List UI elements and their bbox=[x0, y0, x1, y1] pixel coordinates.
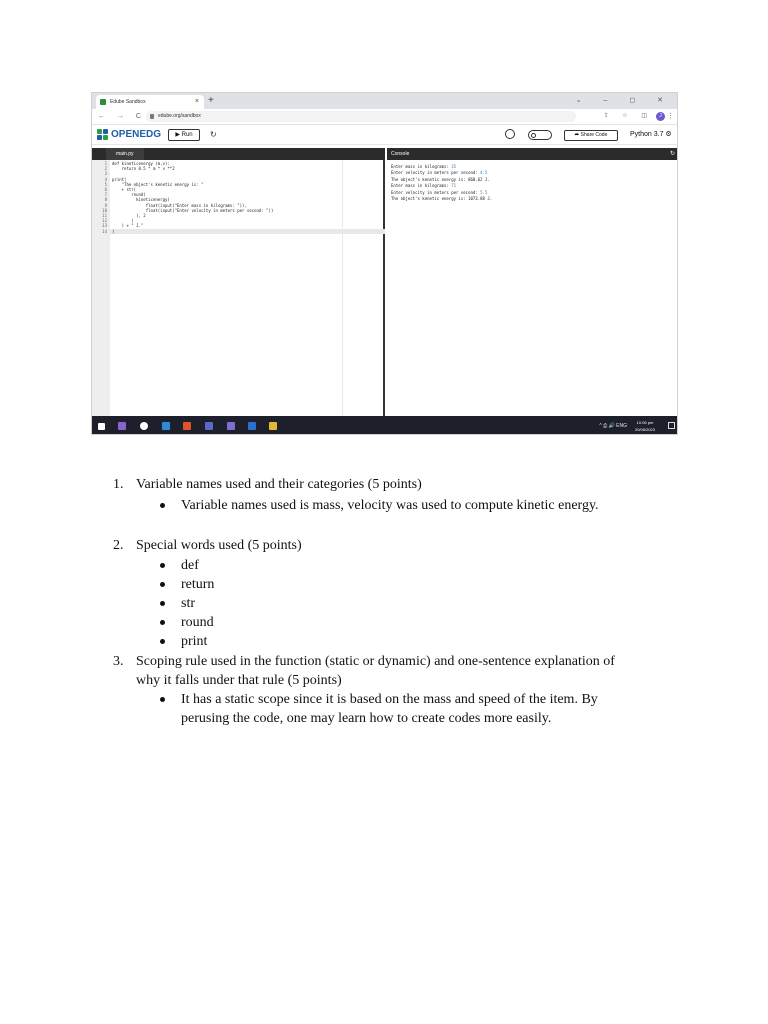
browser-menu-icon[interactable]: ⋮ bbox=[667, 113, 674, 120]
console-prompt: The object's kenetic energy is: 1073.88 J. bbox=[391, 196, 493, 201]
line-number: 9 bbox=[104, 202, 107, 208]
visual-studio-icon[interactable] bbox=[118, 422, 126, 430]
line-number: 8 bbox=[104, 197, 107, 203]
code-line: kineticenergy( bbox=[112, 197, 170, 203]
close-tab-icon[interactable]: × bbox=[194, 98, 199, 105]
line-number-gutter bbox=[92, 160, 110, 416]
console-input-value: 5.5 bbox=[480, 189, 488, 195]
browser-tab-strip bbox=[92, 93, 678, 109]
navigation-buttons[interactable]: ← → C bbox=[98, 113, 146, 120]
favicon-icon bbox=[100, 99, 106, 105]
line-number: 6 bbox=[104, 187, 107, 192]
brave-icon[interactable] bbox=[183, 422, 191, 430]
notification-icon[interactable] bbox=[668, 422, 675, 429]
app-header bbox=[92, 125, 678, 145]
run-button[interactable]: ▶ Run bbox=[168, 129, 200, 141]
console-prompt: The object's kenetic energy is: 860.62 J. bbox=[391, 176, 490, 182]
new-tab-button[interactable]: + bbox=[208, 95, 214, 106]
console-line bbox=[391, 170, 487, 175]
console-line bbox=[391, 164, 456, 169]
console-line bbox=[391, 183, 456, 188]
question-number: 1. bbox=[113, 477, 124, 492]
answer-bullet-continued: perusing the code, one may learn how to create codes more easily. bbox=[181, 711, 552, 726]
bullet-icon bbox=[160, 582, 165, 587]
taskbar-clock[interactable] bbox=[635, 419, 655, 433]
logo-text: OPENEDG bbox=[111, 129, 162, 140]
address-bar-icons[interactable]: ⇪ ☆ ◫ bbox=[603, 113, 653, 119]
code-line: def kineticenergy (m,v): bbox=[112, 161, 170, 166]
question-text: Special words used (5 points) bbox=[136, 538, 302, 553]
share-code-button[interactable]: ⮫ Share Code bbox=[564, 130, 618, 141]
answer-bullet: Variable names used is mass, velocity was used to compute kinetic energy. bbox=[181, 498, 599, 513]
code-line: ) bbox=[112, 228, 115, 234]
console-prompt: Enter velocity in meters per second: bbox=[391, 189, 481, 195]
tab-title: Edube Sandbox bbox=[110, 99, 146, 105]
code-line: print( bbox=[112, 176, 127, 182]
lock-icon bbox=[150, 114, 154, 119]
toggle-knob bbox=[531, 133, 536, 138]
code-line: "The object's kenetic energy is: " bbox=[112, 181, 204, 187]
folder-icon[interactable] bbox=[269, 422, 277, 430]
line-number: 10 bbox=[102, 207, 107, 213]
line-number: 5 bbox=[104, 181, 107, 187]
console-prompt: Enter mass in kilograms: bbox=[391, 183, 452, 189]
line-number: 13 bbox=[102, 223, 107, 229]
app-icon[interactable] bbox=[227, 422, 235, 430]
code-line: ) + " J." bbox=[112, 223, 144, 229]
avatar[interactable]: J bbox=[656, 112, 665, 121]
teams-icon[interactable] bbox=[205, 422, 213, 430]
clock-time: 10:05 pm bbox=[636, 420, 654, 425]
question-number: 2. bbox=[113, 538, 124, 553]
line-number: 11 bbox=[102, 213, 107, 218]
answer-bullet: round bbox=[181, 615, 214, 630]
vscode-icon[interactable] bbox=[162, 422, 170, 430]
window-controls[interactable]: ⌄ – ◻ ✕ bbox=[575, 97, 673, 104]
console-panel bbox=[387, 148, 678, 416]
code-editor[interactable] bbox=[92, 148, 385, 416]
console-title: Console bbox=[391, 151, 410, 157]
console-line bbox=[391, 177, 490, 182]
answer-bullet: print bbox=[181, 634, 208, 649]
bullet-icon bbox=[160, 563, 165, 568]
answer-bullet: return bbox=[181, 577, 215, 592]
refresh-icon[interactable]: ↻ bbox=[210, 130, 217, 139]
globe-icon[interactable] bbox=[505, 129, 515, 139]
file-tab-main[interactable]: main.py bbox=[106, 148, 144, 160]
code-line: float(input("Enter mass in kilograms: ")), bbox=[112, 202, 247, 208]
address-bar bbox=[92, 109, 678, 125]
answer-bullet: def bbox=[181, 558, 199, 573]
console-input-value: 71 bbox=[451, 183, 457, 189]
line-number: 14 bbox=[102, 228, 107, 234]
question-text: Variable names used and their categories (5 points) bbox=[136, 477, 422, 492]
bullet-icon bbox=[160, 503, 165, 508]
code-line: + str( bbox=[112, 187, 137, 192]
console-refresh-icon[interactable]: ↻ bbox=[669, 151, 675, 157]
console-input-value: 35 bbox=[451, 164, 457, 169]
python-version-select[interactable]: Python 3.7 ⚙ bbox=[630, 131, 672, 138]
windows-taskbar bbox=[92, 416, 678, 435]
console-line bbox=[391, 190, 487, 195]
system-tray[interactable]: ^ ⎙ 🔊 ENG bbox=[599, 423, 627, 429]
start-icon[interactable] bbox=[98, 423, 105, 430]
console-prompt: Enter mass in kilograms: bbox=[391, 164, 452, 169]
theme-toggle[interactable] bbox=[528, 130, 552, 140]
console-prompt: Enter velocity in meters per second: bbox=[391, 170, 481, 176]
editor-screenshot bbox=[91, 92, 678, 435]
answer-bullet: str bbox=[181, 596, 195, 611]
line-number: 3 bbox=[104, 171, 107, 177]
line-number: 2 bbox=[104, 166, 107, 172]
code-line: return 0.5 * m * v **2 bbox=[112, 166, 175, 172]
code-line: ), 2 bbox=[112, 213, 146, 218]
bullet-icon bbox=[160, 639, 165, 644]
code-line: round( bbox=[112, 192, 146, 198]
bullet-icon bbox=[160, 601, 165, 606]
line-number: 7 bbox=[104, 192, 107, 198]
question-text-continued: why it falls under that rule (5 points) bbox=[136, 673, 342, 688]
current-line-highlight bbox=[110, 229, 385, 234]
print-margin-guide bbox=[342, 160, 343, 416]
console-header bbox=[387, 148, 678, 160]
bullet-icon bbox=[160, 697, 165, 702]
console-line bbox=[391, 196, 492, 201]
chrome-icon[interactable] bbox=[140, 422, 148, 430]
url-field[interactable] bbox=[146, 111, 576, 122]
bullet-icon bbox=[160, 620, 165, 625]
url-text: edube.org/sandbox bbox=[158, 113, 201, 119]
clock-date: 20/06/2023 bbox=[634, 427, 655, 432]
browser-tab[interactable] bbox=[96, 95, 204, 109]
line-number: 1 bbox=[104, 161, 107, 166]
line-number: 4 bbox=[104, 176, 107, 182]
console-input-value: 4.5 bbox=[480, 170, 488, 176]
line-number: 12 bbox=[102, 218, 107, 224]
logo-mark-icon bbox=[97, 129, 109, 141]
word-icon[interactable] bbox=[248, 422, 256, 430]
code-line: ) bbox=[112, 218, 134, 224]
code-line: float(input("Enter velocity in meters per second: ")) bbox=[112, 207, 274, 213]
file-tab-bar bbox=[92, 148, 385, 160]
answer-bullet: It has a static scope since it is based on the mass and speed of the item. By bbox=[181, 692, 598, 707]
question-text: Scoping rule used in the function (static or dynamic) and one-sentence explanation of bbox=[136, 654, 615, 669]
question-number: 3. bbox=[113, 654, 124, 669]
